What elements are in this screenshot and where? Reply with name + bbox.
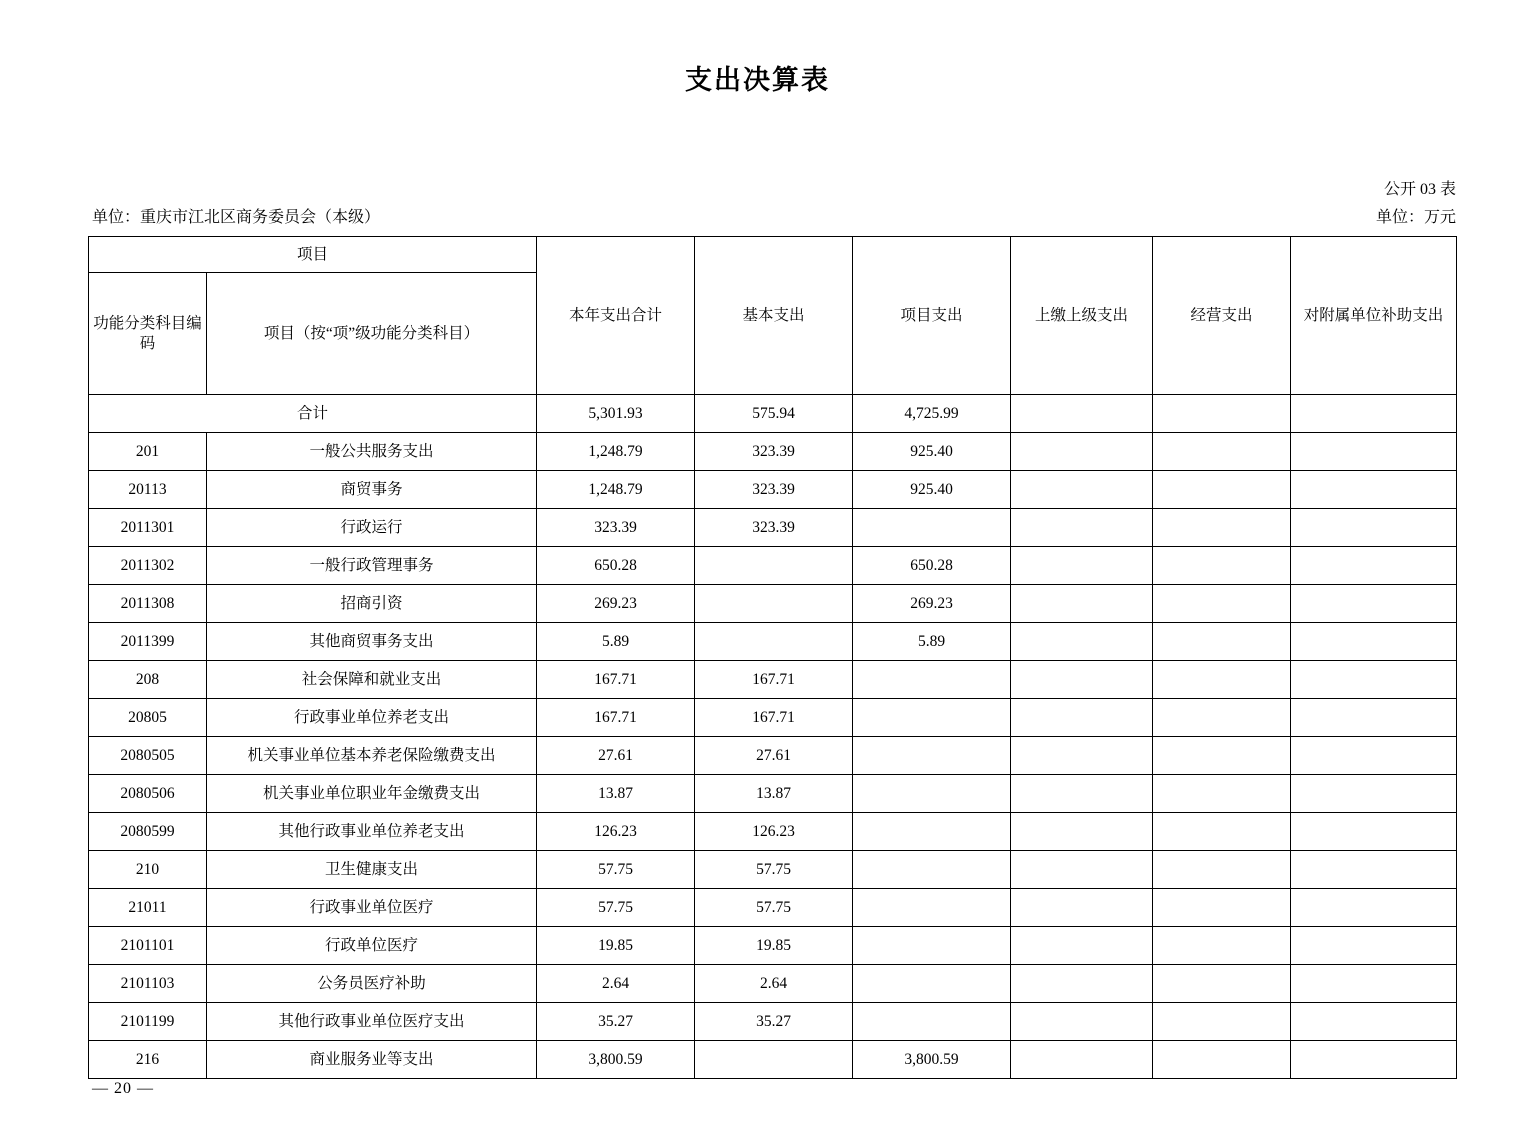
cell-basic — [695, 623, 853, 661]
cell-total: 57.75 — [537, 889, 695, 927]
cell-operating — [1153, 813, 1291, 851]
cell-subsidy — [1291, 547, 1457, 585]
cell-operating — [1153, 509, 1291, 547]
cell-project — [853, 661, 1011, 699]
header-subsidy: 对附属单位补助支出 — [1291, 237, 1457, 395]
cell-project: 269.23 — [853, 585, 1011, 623]
cell-upper — [1011, 623, 1153, 661]
cell-total: 57.75 — [537, 851, 695, 889]
cell-basic: 126.23 — [695, 813, 853, 851]
cell-item-name: 社会保障和就业支出 — [207, 661, 537, 699]
cell-item-name: 招商引资 — [207, 585, 537, 623]
cell-operating — [1153, 433, 1291, 471]
cell-project — [853, 927, 1011, 965]
cell-code: 2011301 — [89, 509, 207, 547]
cell-subsidy — [1291, 433, 1457, 471]
table-row — [89, 775, 1457, 813]
cell-subsidy — [1291, 1003, 1457, 1041]
cell-item-name: 行政事业单位医疗 — [207, 889, 537, 927]
cell-project: 5.89 — [853, 623, 1011, 661]
header-code: 功能分类科目编码 — [89, 273, 207, 395]
cell-total: 1,248.79 — [537, 471, 695, 509]
cell-item-name: 其他行政事业单位养老支出 — [207, 813, 537, 851]
cell-project — [853, 737, 1011, 775]
cell-operating — [1153, 623, 1291, 661]
table-row-total — [89, 395, 1457, 433]
cell-upper — [1011, 509, 1153, 547]
cell-total: 19.85 — [537, 927, 695, 965]
cell-operating — [1153, 889, 1291, 927]
cell-basic — [695, 547, 853, 585]
cell-item-name: 一般行政管理事务 — [207, 547, 537, 585]
cell-basic: 57.75 — [695, 851, 853, 889]
table-row — [89, 813, 1457, 851]
table-row — [89, 1041, 1457, 1079]
cell-basic: 167.71 — [695, 699, 853, 737]
table-header-group-row — [89, 237, 1457, 273]
cell-subsidy — [1291, 471, 1457, 509]
cell-subsidy — [1291, 965, 1457, 1003]
cell-total: 269.23 — [537, 585, 695, 623]
cell-subsidy — [1291, 813, 1457, 851]
cell-project — [853, 1003, 1011, 1041]
cell-total: 5.89 — [537, 623, 695, 661]
cell-code: 208 — [89, 661, 207, 699]
header-operating: 经营支出 — [1153, 237, 1291, 395]
cell-upper — [1011, 889, 1153, 927]
cell-subsidy — [1291, 737, 1457, 775]
expenditure-table — [88, 236, 1457, 1079]
total-value-project: 4,725.99 — [853, 395, 1011, 433]
header-item: 项目（按“项”级功能分类科目） — [207, 273, 537, 395]
table-row — [89, 433, 1457, 471]
cell-upper — [1011, 775, 1153, 813]
cell-code: 201 — [89, 433, 207, 471]
table-body — [89, 395, 1457, 1079]
cell-subsidy — [1291, 927, 1457, 965]
cell-upper — [1011, 699, 1153, 737]
amount-unit-label: 单位：万元 — [1375, 209, 1456, 226]
table-row — [89, 509, 1457, 547]
cell-upper — [1011, 813, 1153, 851]
cell-subsidy — [1291, 623, 1457, 661]
cell-basic: 57.75 — [695, 889, 853, 927]
total-label: 合计 — [89, 395, 537, 433]
header-upper: 上缴上级支出 — [1011, 237, 1153, 395]
header-project: 项目支出 — [853, 237, 1011, 395]
table-row — [89, 623, 1457, 661]
cell-code: 2101103 — [89, 965, 207, 1003]
cell-item-name: 卫生健康支出 — [207, 851, 537, 889]
cell-total: 35.27 — [537, 1003, 695, 1041]
cell-item-name: 其他商贸事务支出 — [207, 623, 537, 661]
form-number: 公开 03 表 — [1383, 181, 1456, 198]
cell-item-name: 商业服务业等支出 — [207, 1041, 537, 1079]
cell-total: 2.64 — [537, 965, 695, 1003]
cell-subsidy — [1291, 661, 1457, 699]
cell-code: 20805 — [89, 699, 207, 737]
cell-upper — [1011, 927, 1153, 965]
cell-code: 210 — [89, 851, 207, 889]
cell-upper — [1011, 851, 1153, 889]
total-value-upper — [1011, 395, 1153, 433]
cell-code: 2101199 — [89, 1003, 207, 1041]
cell-total: 1,248.79 — [537, 433, 695, 471]
cell-upper — [1011, 1041, 1153, 1079]
cell-total: 323.39 — [537, 509, 695, 547]
cell-upper — [1011, 661, 1153, 699]
cell-project: 925.40 — [853, 471, 1011, 509]
table-row — [89, 737, 1457, 775]
cell-upper — [1011, 547, 1153, 585]
cell-code: 2011302 — [89, 547, 207, 585]
table-row — [89, 585, 1457, 623]
cell-code: 2101101 — [89, 927, 207, 965]
cell-code: 2080505 — [89, 737, 207, 775]
cell-project — [853, 699, 1011, 737]
document-page — [0, 58, 1515, 1127]
cell-item-name: 机关事业单位职业年金缴费支出 — [207, 775, 537, 813]
cell-code: 20113 — [89, 471, 207, 509]
cell-operating — [1153, 775, 1291, 813]
cell-item-name: 行政事业单位养老支出 — [207, 699, 537, 737]
cell-operating — [1153, 851, 1291, 889]
cell-total: 126.23 — [537, 813, 695, 851]
cell-total: 650.28 — [537, 547, 695, 585]
cell-operating — [1153, 699, 1291, 737]
cell-upper — [1011, 433, 1153, 471]
cell-upper — [1011, 585, 1153, 623]
total-value-operating — [1153, 395, 1291, 433]
cell-subsidy — [1291, 699, 1457, 737]
cell-operating — [1153, 661, 1291, 699]
table-row — [89, 1003, 1457, 1041]
cell-basic: 35.27 — [695, 1003, 853, 1041]
cell-code: 2011308 — [89, 585, 207, 623]
cell-basic: 323.39 — [695, 433, 853, 471]
cell-item-name: 行政运行 — [207, 509, 537, 547]
table-row — [89, 661, 1457, 699]
cell-operating — [1153, 1041, 1291, 1079]
cell-code: 2080599 — [89, 813, 207, 851]
cell-operating — [1153, 471, 1291, 509]
cell-subsidy — [1291, 851, 1457, 889]
cell-upper — [1011, 1003, 1153, 1041]
cell-item-name: 机关事业单位基本养老保险缴费支出 — [207, 737, 537, 775]
cell-upper — [1011, 737, 1153, 775]
cell-upper — [1011, 471, 1153, 509]
header-basic: 基本支出 — [695, 237, 853, 395]
table-row — [89, 889, 1457, 927]
cell-basic: 323.39 — [695, 509, 853, 547]
cell-code: 2080506 — [89, 775, 207, 813]
cell-basic: 167.71 — [695, 661, 853, 699]
table-row — [89, 965, 1457, 1003]
cell-basic: 27.61 — [695, 737, 853, 775]
unit-label: 单位：重庆市江北区商务委员会（本级） — [92, 209, 381, 226]
cell-operating — [1153, 585, 1291, 623]
cell-item-name: 商贸事务 — [207, 471, 537, 509]
cell-basic: 323.39 — [695, 471, 853, 509]
cell-project: 3,800.59 — [853, 1041, 1011, 1079]
cell-project — [853, 509, 1011, 547]
cell-total: 167.71 — [537, 661, 695, 699]
cell-subsidy — [1291, 1041, 1457, 1079]
cell-code: 216 — [89, 1041, 207, 1079]
cell-total: 167.71 — [537, 699, 695, 737]
cell-operating — [1153, 737, 1291, 775]
cell-total: 27.61 — [537, 737, 695, 775]
cell-upper — [1011, 965, 1153, 1003]
table-row — [89, 851, 1457, 889]
cell-subsidy — [1291, 585, 1457, 623]
cell-item-name: 一般公共服务支出 — [207, 433, 537, 471]
header-total: 本年支出合计 — [537, 237, 695, 395]
page-footer-number: — 20 — — [92, 1080, 154, 1097]
cell-operating — [1153, 965, 1291, 1003]
cell-project — [853, 889, 1011, 927]
cell-operating — [1153, 1003, 1291, 1041]
cell-basic: 19.85 — [695, 927, 853, 965]
cell-project: 650.28 — [853, 547, 1011, 585]
cell-project — [853, 965, 1011, 1003]
page-title: 支出决算表 — [685, 65, 830, 95]
cell-item-name: 公务员医疗补助 — [207, 965, 537, 1003]
total-value-total: 5,301.93 — [537, 395, 695, 433]
meta-row — [0, 204, 1515, 226]
cell-basic: 2.64 — [695, 965, 853, 1003]
cell-subsidy — [1291, 509, 1457, 547]
header-group-item: 项目 — [89, 237, 537, 273]
cell-code: 2011399 — [89, 623, 207, 661]
cell-project — [853, 813, 1011, 851]
cell-total: 3,800.59 — [537, 1041, 695, 1079]
cell-project — [853, 851, 1011, 889]
total-value-basic: 575.94 — [695, 395, 853, 433]
total-value-subsidy — [1291, 395, 1457, 433]
cell-subsidy — [1291, 775, 1457, 813]
cell-basic: 13.87 — [695, 775, 853, 813]
table-row — [89, 547, 1457, 585]
cell-total: 13.87 — [537, 775, 695, 813]
table-row — [89, 927, 1457, 965]
cell-code: 21011 — [89, 889, 207, 927]
cell-item-name: 行政单位医疗 — [207, 927, 537, 965]
cell-project: 925.40 — [853, 433, 1011, 471]
cell-basic — [695, 1041, 853, 1079]
cell-operating — [1153, 927, 1291, 965]
table-row — [89, 471, 1457, 509]
cell-item-name: 其他行政事业单位医疗支出 — [207, 1003, 537, 1041]
table-header — [89, 237, 1457, 395]
cell-project — [853, 775, 1011, 813]
cell-subsidy — [1291, 889, 1457, 927]
cell-operating — [1153, 547, 1291, 585]
table-row — [89, 699, 1457, 737]
cell-basic — [695, 585, 853, 623]
